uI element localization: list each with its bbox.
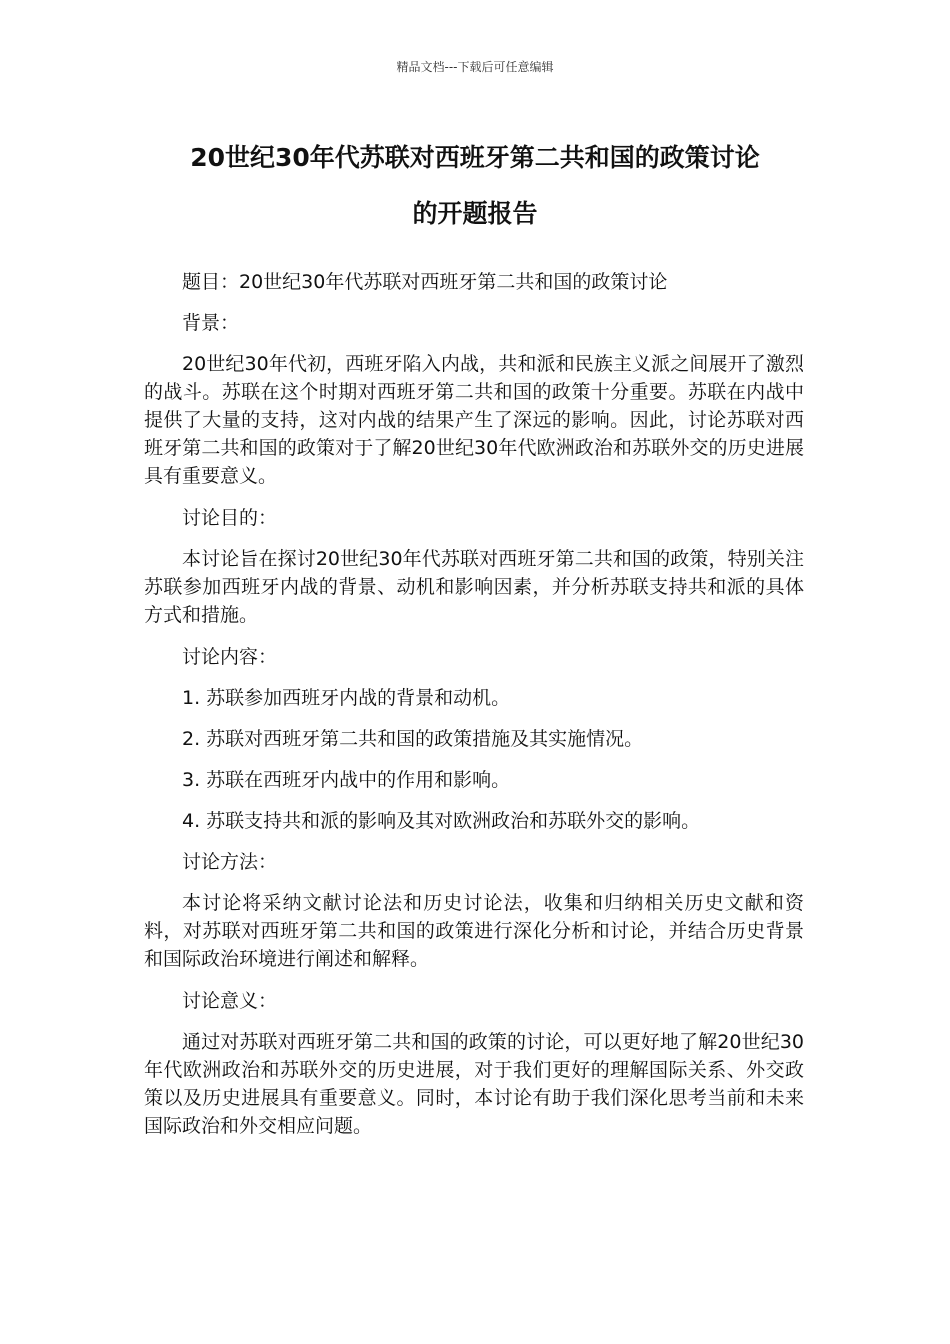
significance-paragraph: 通过对苏联对西班牙第二共和国的政策的讨论，可以更好地了解20世纪30年代欧洲政治和苏联外交的历史进展，对于我们更好的理解国际关系、外交政策以及历史进展具有重要意义。同时，本讨论有助于我们深化思考当前和未来国际政治和外交相应问题。 [144,1031,804,1137]
method-paragraph: 本讨论将采纳文献讨论法和历史讨论法，收集和归纳相关历史文献和资料，对苏联对西班牙第二共和国的政策进行深化分析和讨论，并结合历史背景和国际政治环境进行阐述和解释。 [144,892,804,970]
document-body [144,268,804,1154]
content-item-4: 4. 苏联支持共和派的影响及其对欧洲政治和苏联外交的影响。 [182,810,701,832]
content-item-2: 2. 苏联对西班牙第二共和国的政策措施及其实施情况。 [182,728,644,750]
title-line-1: 20世纪30年代苏联对西班牙第二共和国的政策讨论 [190,143,760,172]
background-label: 背景： [182,312,240,334]
content-item-1: 1. 苏联参加西班牙内战的背景和动机。 [182,687,511,709]
purpose-label: 讨论目的： [182,507,278,529]
method-label: 讨论方法： [182,851,278,873]
title-line-2: 的开题报告 [412,199,538,228]
document-title [120,130,830,242]
background-paragraph: 20世纪30年代初，西班牙陷入内战，共和派和民族主义派之间展开了激烈的战斗。苏联在这个时期对西班牙第二共和国的政策十分重要。苏联在内战中提供了大量的支持，这对内战的结果产生了深远的影响。因此，讨论苏联对西班牙第二共和国的政策对于了解20世纪30年代欧洲政治和苏联外交的历史进展具有重要意义。 [144,353,804,487]
purpose-paragraph: 本讨论旨在探讨20世纪30年代苏联对西班牙第二共和国的政策，特别关注苏联参加西班牙内战的背景、动机和影响因素，并分析苏联支持共和派的具体方式和措施。 [144,548,804,626]
content-item-3: 3. 苏联在西班牙内战中的作用和影响。 [182,769,511,791]
topic-line: 题目：20世纪30年代苏联对西班牙第二共和国的政策讨论 [182,271,668,293]
content-label: 讨论内容： [182,646,278,668]
significance-label: 讨论意义： [182,990,278,1012]
header-note: 精品文档---下载后可任意编辑 [396,60,554,74]
